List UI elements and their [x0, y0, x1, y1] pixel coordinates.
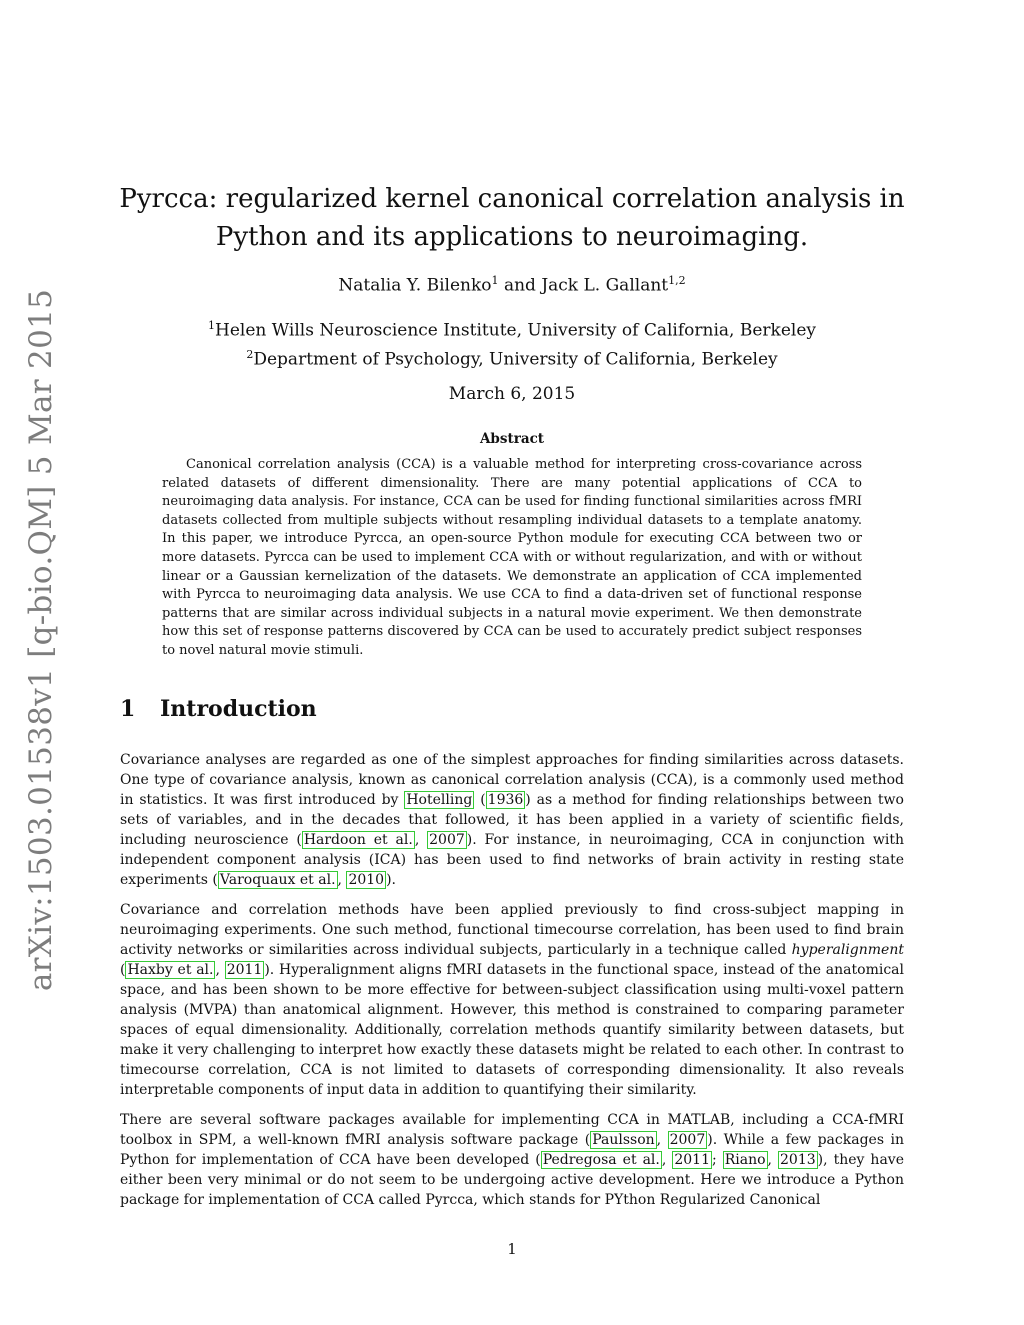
citation-link[interactable]: Hardoon et al.	[303, 832, 413, 848]
citation-link[interactable]: Paulsson	[592, 1132, 655, 1148]
citation-link[interactable]: Varoquaux et al.	[219, 872, 336, 888]
section-number: 1	[120, 696, 136, 722]
paragraph-text: There are several software packages available for implementing CCA in MATLAB, including a CCA-fMRI toolbox in SPM, a well-known fMRI analysis software package (	[120, 1112, 904, 1148]
affiliation-text: Helen Wills Neuroscience Institute, University of California, Berkeley	[215, 320, 816, 341]
paragraph-text: ,	[656, 1132, 668, 1148]
paragraph-text: ). Hyperalignment aligns fMRI datasets in the functional space, instead of the anatomical space, and has been shown to be more effective for between-subject classification using multi-voxel pattern analysis (MVPA) than anatomical alignment. However, this method is constrained to comparing parameter spaces of equal dimensionality. Additionally, correlation methods quantify similarity between datasets, but make it very challenging to interpret how exactly these datasets might be related to each other. In contrast to timecourse correlation, CCA is not limited to datasets of corresponding dimensionality. It also reveals interpretable components of input data in addition to quantifying their similarity.	[120, 962, 904, 1098]
paragraph-text: ,	[337, 872, 347, 888]
paragraph	[120, 900, 904, 1100]
author-line	[100, 274, 924, 296]
paragraph	[120, 750, 904, 890]
author-name: Natalia Y. Bilenko	[338, 275, 492, 296]
section-heading	[120, 696, 317, 722]
author-affiliation-mark: 1	[491, 274, 499, 287]
citation-link[interactable]: Hotelling	[406, 792, 473, 808]
citation-link[interactable]: Riano	[724, 1152, 766, 1168]
paragraph-text: Covariance and correlation methods have been applied previously to find cross-subject mapping in neuroimaging experiments. One such method, functional timecourse correlation, has been used to find brain activity networks or similarities across individual subjects, particularly in a technique called	[120, 902, 904, 958]
paragraph-text: ,	[215, 962, 225, 978]
author-affiliation-mark: 1,2	[668, 274, 686, 287]
paragraph-text: ,	[767, 1152, 778, 1168]
paragraph-text: ). While a few packages in Python for implementation of CCA have been developed (	[120, 1132, 904, 1168]
author-name: Jack L. Gallant	[541, 275, 669, 296]
citation-link[interactable]: 2011	[226, 962, 263, 978]
affiliation-mark: 2	[246, 347, 254, 361]
arxiv-identifier: arXiv:1503.01538v1 [q-bio.QM] 5 Mar 2015	[23, 288, 59, 992]
paragraph-text: ).	[386, 872, 396, 888]
paragraph-text: ;	[711, 1152, 723, 1168]
citation-link[interactable]: 1936	[487, 792, 524, 808]
affiliation-text: Department of Psychology, University of California, Berkeley	[253, 349, 778, 370]
page-number: 1	[507, 1240, 517, 1258]
citation-link[interactable]: 2013	[780, 1152, 816, 1168]
paragraph-text: (	[120, 962, 126, 978]
paper-title: Pyrcca: regularized kernel canonical correlation analysis in Python and its applications to neuroimaging.	[119, 184, 905, 252]
citation-link[interactable]: 2007	[669, 1132, 706, 1148]
publication-date: March 6, 2015	[448, 384, 576, 404]
citation-link[interactable]: Pedregosa et al.	[542, 1152, 660, 1168]
abstract-heading: Abstract	[479, 431, 545, 447]
paragraph	[120, 1110, 904, 1210]
section-title: Introduction	[160, 696, 317, 722]
citation-link[interactable]: 2007	[429, 832, 465, 848]
affiliation-mark: 1	[208, 319, 215, 332]
affiliation-line	[100, 314, 924, 343]
paragraph-text: ). For instance, in neuroimaging, CCA in conjunction with independent component analysis (ICA) has been used to find networks of brain activity in resting state experiments (	[120, 832, 904, 888]
paragraph-text: Covariance analyses are regarded as one of the simplest approaches for finding similarities across datasets. One type of covariance analysis, known as canonical correlation analysis (CCA), is a commonly used method in statistics. It was first introduced by	[120, 752, 904, 808]
abstract-text: Canonical correlation analysis (CCA) is a valuable method for interpreting cross-covariance across related datasets of different dimensionality. There are many potential applications of CCA to neuroimaging data analysis. For instance, CCA can be used for finding functional similarities across fMRI datasets collected from multiple subjects without resampling individual datasets to a template anatomy. In this paper, we introduce Pyrcca, an open-source Python module for executing CCA between two or more datasets. Pyrcca can be used to implement CCA with or without regularization, and with or without linear or a Gaussian kernelization of the datasets. We demonstrate an application of CCA implemented with Pyrcca to neuroimaging data analysis. We use CCA to find a data-driven set of functional response patterns that are similar across individual subjects in a natural movie experiment. We then demonstrate how this set of response patterns discovered by CCA can be used to accurately predict subject responses to novel natural movie stimuli.	[162, 457, 862, 658]
affiliation-line	[100, 343, 924, 372]
paragraph-text: ), they have either been very minimal or do not seem to be undergoing active development. Here we introduce a Python package for implementation of CCA called Pyrcca, which stands for PYthon Regularized Canonical	[120, 1152, 904, 1208]
citation-link[interactable]: Haxby et al.	[127, 962, 214, 978]
paragraph-text: ) as a method for finding relationships between two sets of variables, and in the decades that followed, it has been applied in a variety of scientific fields, including neuroscience (	[120, 792, 904, 848]
paragraph-text: (	[474, 792, 486, 808]
author-conjunction: and	[498, 275, 542, 296]
paragraph-text: ,	[414, 832, 428, 848]
emphasized-term: hyperalignment	[791, 942, 904, 958]
body-text	[120, 750, 904, 1220]
citation-link[interactable]: 2010	[348, 872, 385, 888]
paragraph-text: ,	[661, 1152, 673, 1168]
citation-link[interactable]: 2011	[674, 1152, 710, 1168]
affiliations	[100, 314, 924, 371]
